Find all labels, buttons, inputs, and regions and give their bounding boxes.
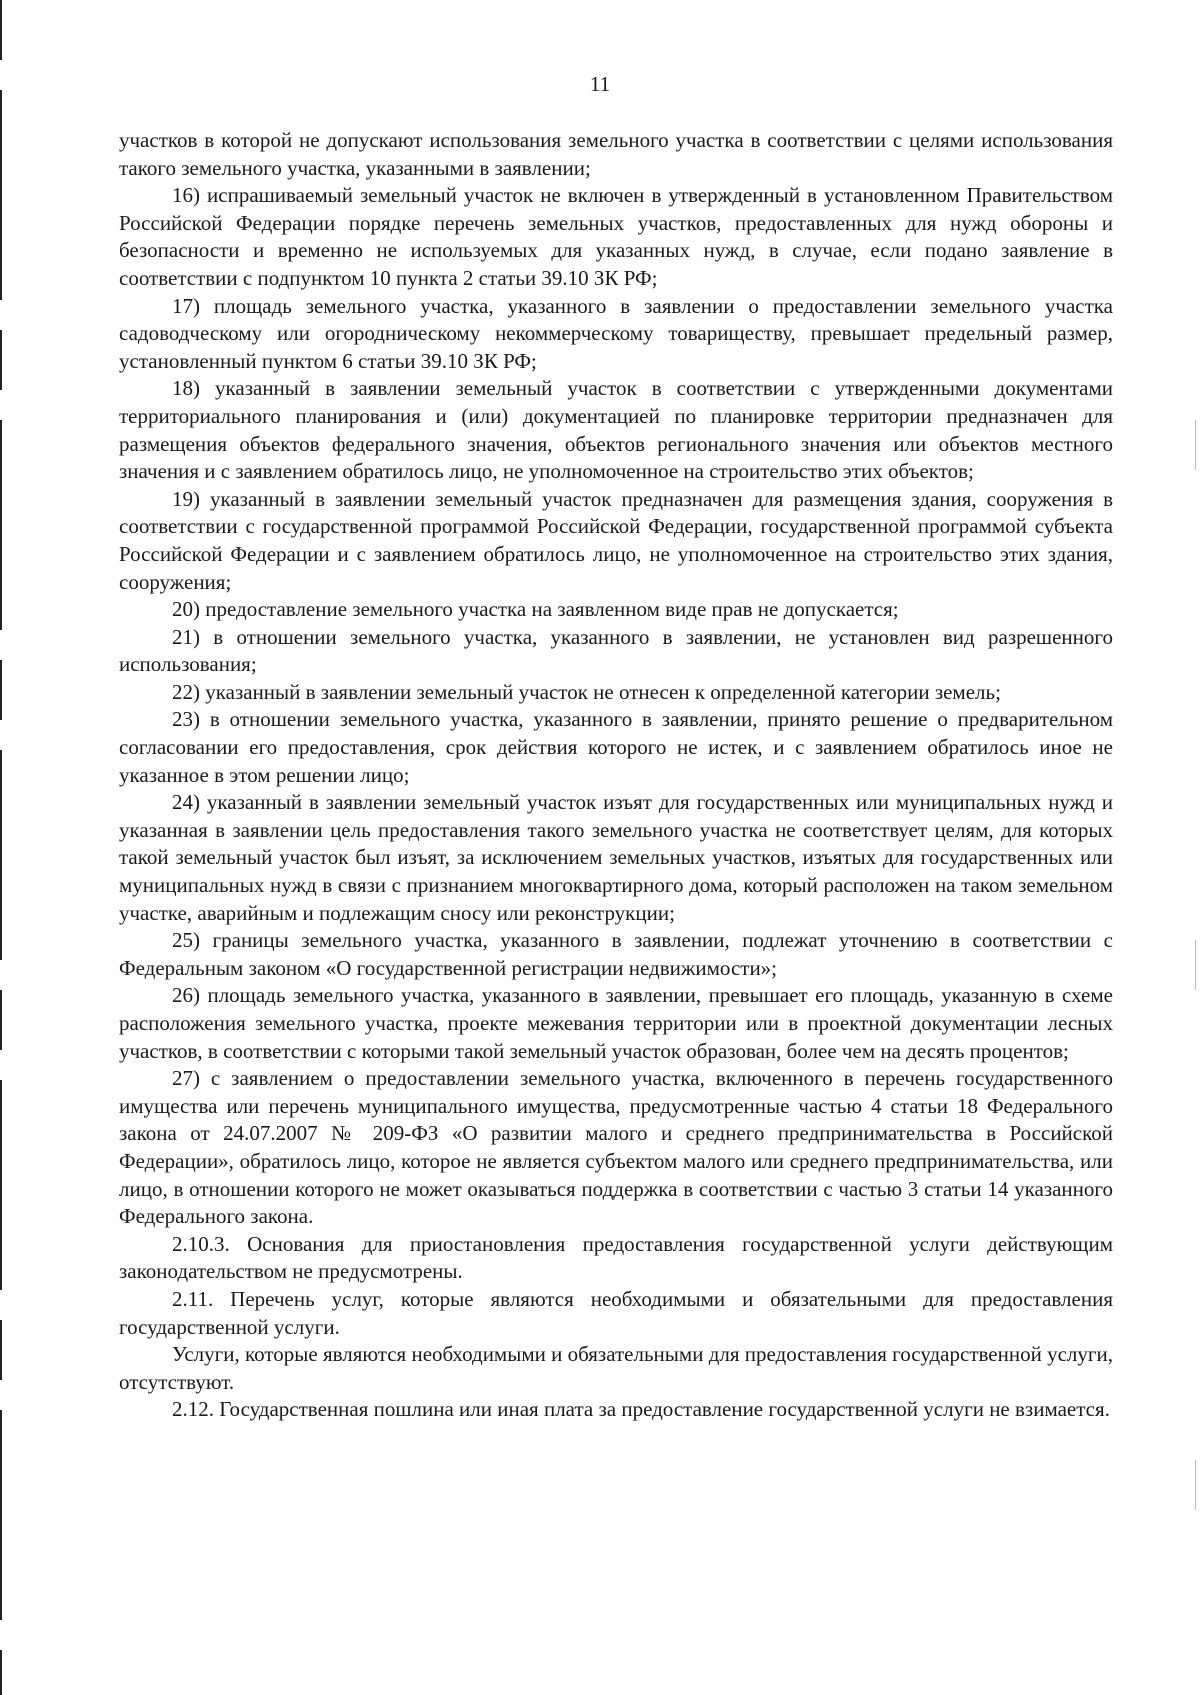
- scan-right-edge: [1195, 0, 1196, 1695]
- paragraph-item-17: 17) площадь земельного участка, указанного в заявлении о предоставлении земельного участка садоводческому или огородническому некоммерческому товариществу, превышает предельный размер, установленный пунктом 6 статьи 39.10 ЗК РФ;: [119, 293, 1113, 373]
- paragraph-item-18: 18) указанный в заявлении земельный участок в соответствии с утвержденными документами территориального планирования и (или) документацией по планировке территории предназначен для размещения объектов федерального значения, объектов регионального значения или объектов местного значения и с заявлением обратилось лицо, не уполномоченное на строительство этих объектов;: [119, 376, 1113, 484]
- paragraph-item-20: 20) предоставление земельного участка на заявленном виде прав не допускается;: [172, 597, 899, 622]
- paragraph-item-16: 16) испрашиваемый земельный участок не включен в утвержденный в установленном Правительством Российской Федерации порядке перечень земельных участков, предоставленных для нужд обороны и безопасности и временно не используемых для указанных нужд, в случае, если подано заявление в соответствии с подпунктом 10 пункта 2 статьи 39.10 ЗК РФ;: [119, 183, 1113, 290]
- paragraph-continuation: участков в которой не допускают использования земельного участка в соответствии с целями использования такого земельного участка, указанными в заявлении;: [119, 128, 1113, 180]
- paragraph-item-27: 27) с заявлением о предоставлении земельного участка, включенного в перечень государственного имущества или перечень муниципального имущества, предусмотренные частью 4 статьи 18 Федерального закона от 24.07.2007 № 209-ФЗ «О развитии малого и среднего предпринимательства в Российской Федерации», обратилось лицо, которое не является субъектом малого или среднего предпринимательства, или лицо, в отношении которого не может оказываться поддержка в соответствии с частью 3 статьи 14 указанного Федерального закона.: [119, 1066, 1113, 1229]
- paragraph-section-2-11: 2.11. Перечень услуг, которые являются необходимыми и обязательными для предоставления государственной услуги.: [119, 1286, 1113, 1339]
- paragraph-item-26: 26) площадь земельного участка, указанного в заявлении, превышает его площадь, указанную в схеме расположения земельного участка, проекте межевания территории или в проектной документации лесных участков, в соответствии с которыми такой земельный участок образован, более чем на десять процентов;: [119, 983, 1113, 1063]
- paragraph-services-none: Услуги, которые являются необходимыми и обязательными для предоставления государственной услуги, отсутствуют.: [119, 1342, 1113, 1394]
- paragraph-item-25: 25) границы земельного участка, указанного в заявлении, подлежат уточнению в соответствии с Федеральным законом «О государственной регистрации недвижимости»;: [119, 928, 1113, 980]
- paragraph-item-24: 24) указанный в заявлении земельный участок изъят для государственных или муниципальных нужд и указанная в заявлении цель предоставления такого земельного участка не соответствует целям, для которых такой земельный участок был изъят, за исключением земельных участков, изъятых для государственных или муниципальных нужд в связи с признанием многоквартирного дома, который расположен на таком земельном участке, аварийным и подлежащим сносу или реконструкции;: [119, 790, 1113, 925]
- scan-left-edge: [0, 0, 2, 1695]
- paragraph-section-2-12: 2.12. Государственная пошлина или иная плата за предоставление государственной услуги не взимается.: [172, 1397, 1110, 1422]
- document-body: [119, 127, 1113, 1424]
- page-number: 11: [589, 72, 611, 96]
- paragraph-item-21: 21) в отношении земельного участка, указанного в заявлении, не установлен вид разрешенного использования;: [119, 624, 1113, 677]
- paragraph-item-23: 23) в отношении земельного участка, указанного в заявлении, принято решение о предварительном согласовании его предоставления, срок действия которого не истек, и с заявлением обратилось иное не указанное в этом решении лицо;: [119, 707, 1113, 787]
- paragraph-item-22: 22) указанный в заявлении земельный участок не отнесен к определенной категории земель;: [172, 679, 1001, 704]
- paragraph-item-19: 19) указанный в заявлении земельный участок предназначен для размещения здания, сооружения в соответствии с государственной программой Российской Федерации, государственной программой субъекта Российской Федерации и с заявлением обратилось лицо, не уполномоченное на строительство этих здания, сооружения;: [119, 486, 1113, 594]
- paragraph-section-2-10-3: 2.10.3. Основания для приостановления предоставления государственной услуги действующим законодательством не предусмотрены.: [119, 1231, 1113, 1284]
